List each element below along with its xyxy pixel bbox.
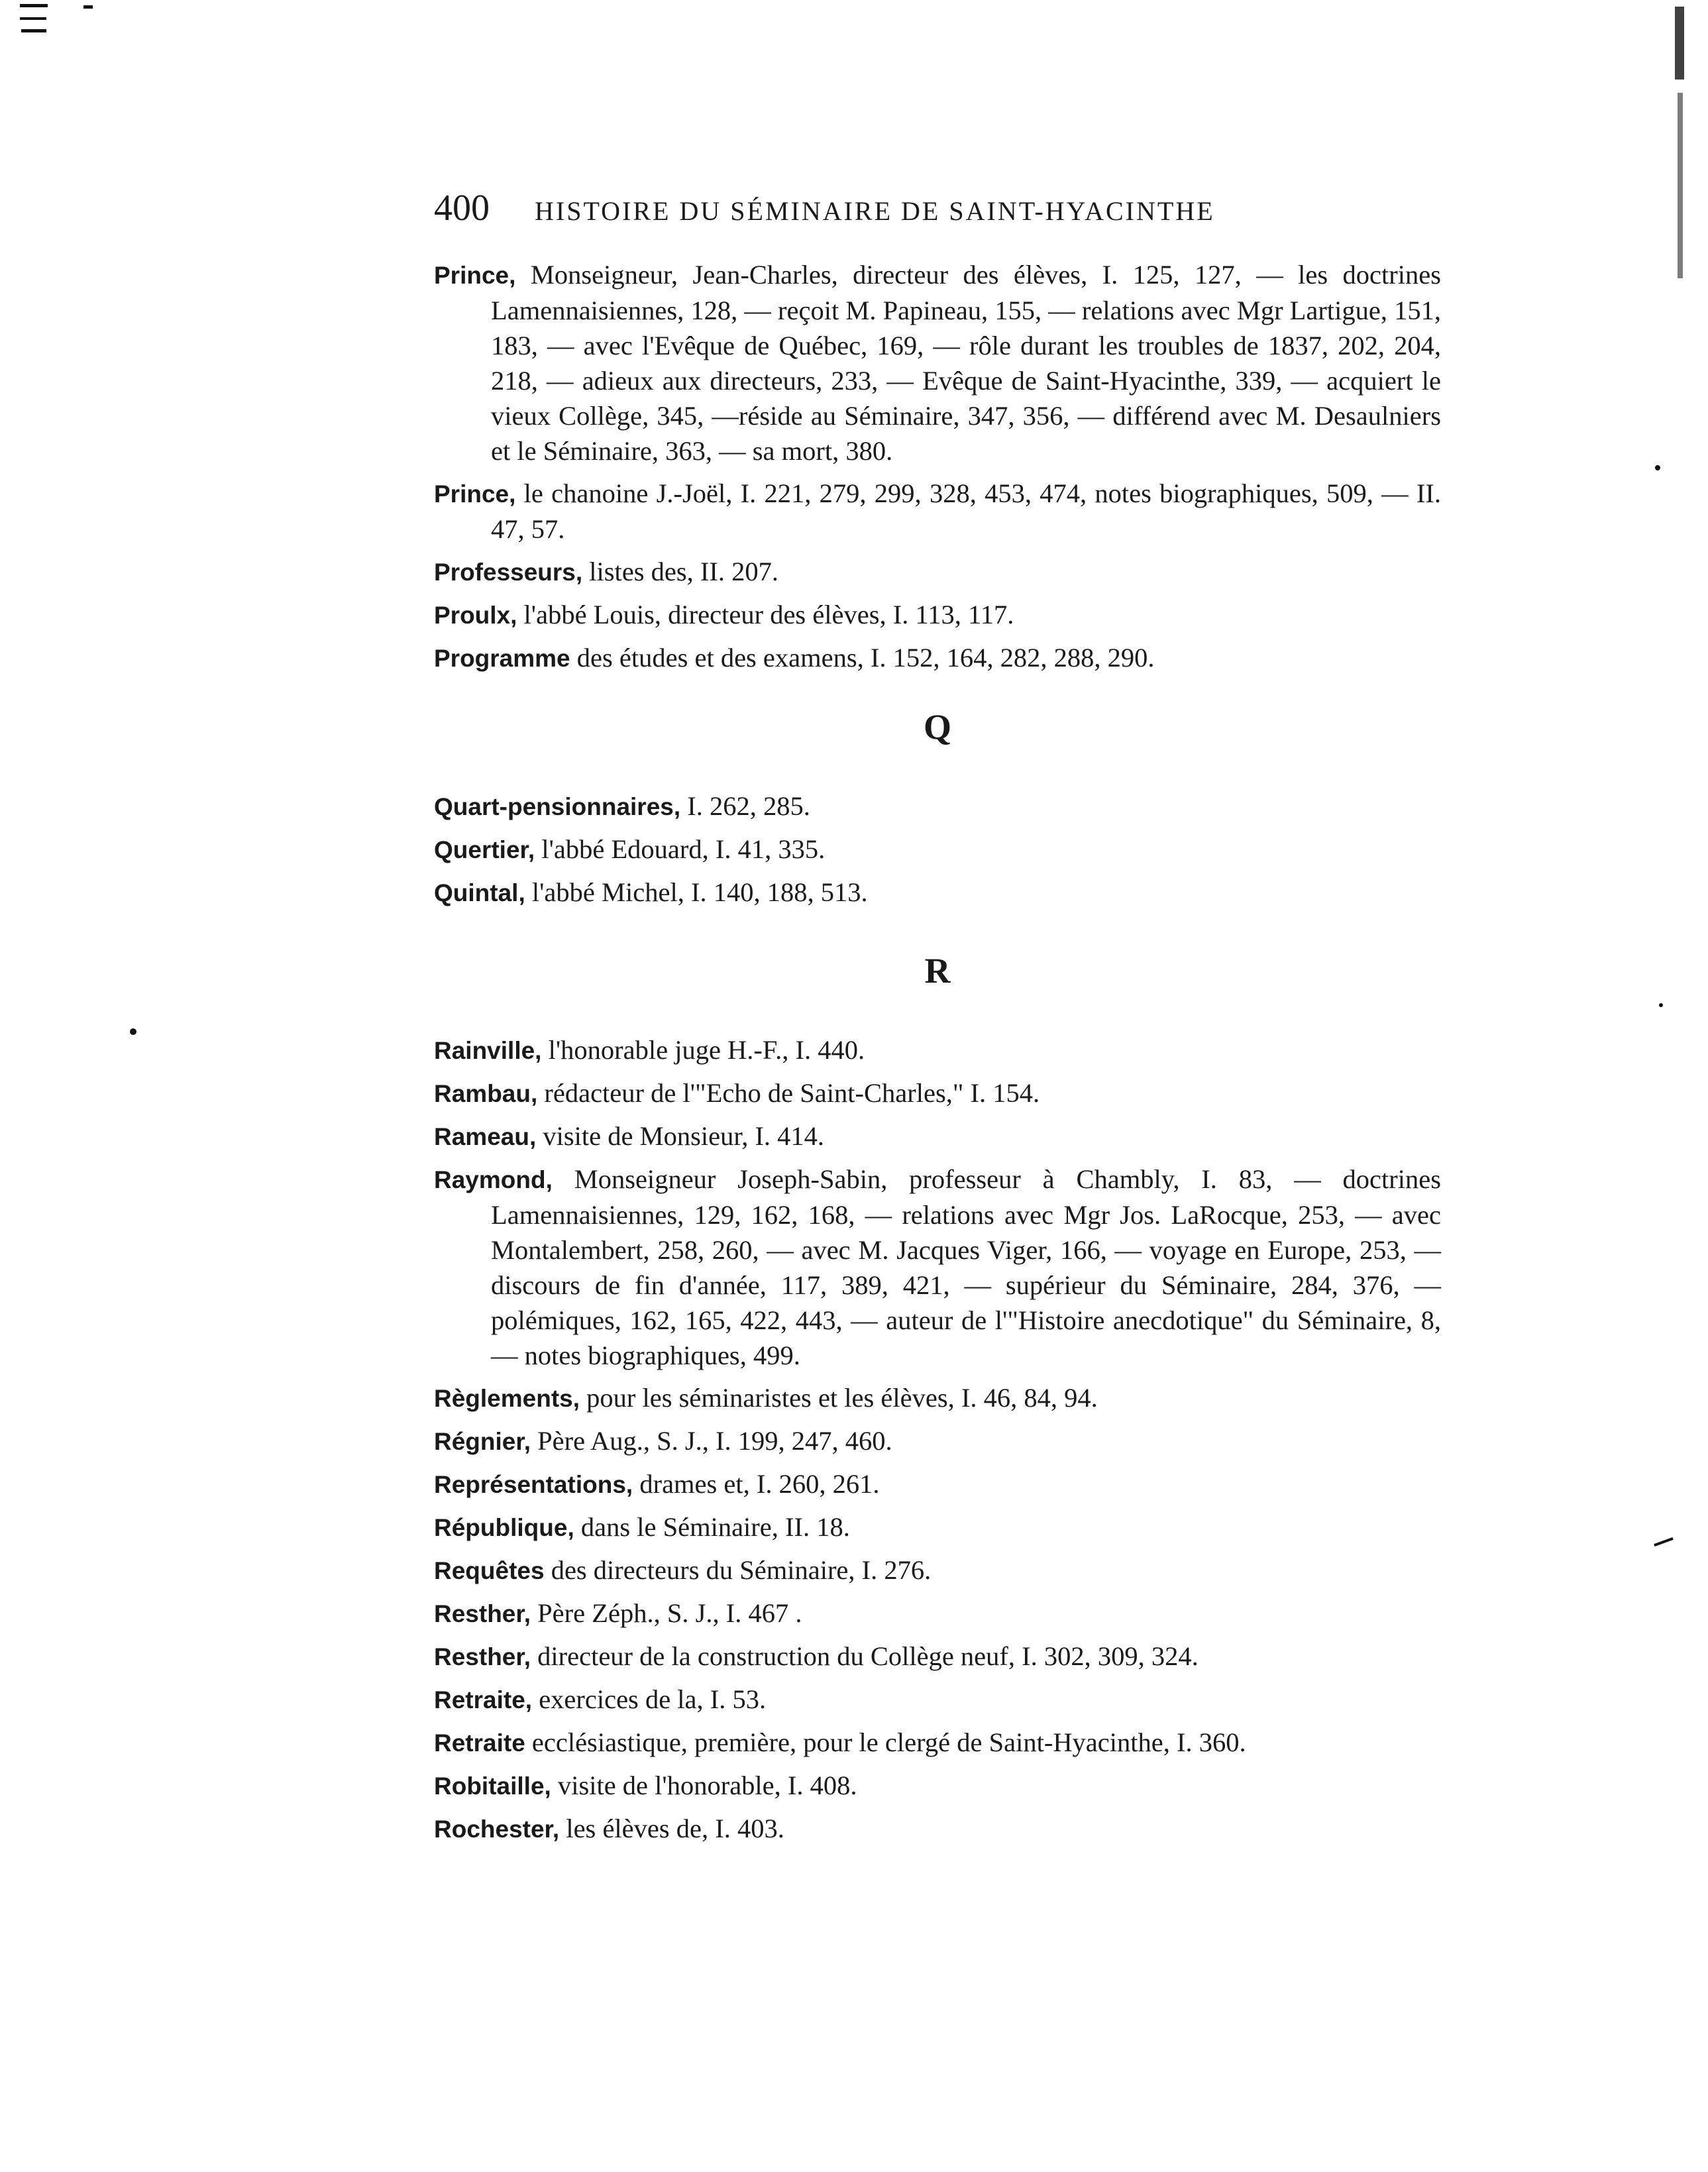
entry-headword: République, (434, 1514, 574, 1541)
running-header (434, 188, 1441, 231)
entry-headword: Quart-pensionnaires, (434, 793, 681, 820)
index-entry (434, 1552, 1441, 1588)
entry-text: le chanoine J.-Joël, I. 221, 279, 299, 328, 453, 474, notes biographiques, 509, — II. 47, 57. (491, 478, 1441, 544)
entry-text: Monseigneur Joseph-Sabin, professeur à Chambly, I. 83, — doctrines Lamennaisiennes, 129, 162, 168, — relations avec Mgr Jos. LaRocque, 253, — avec Montalembert, 258, 260, — avec M. Jacques Viger, 166, — voyage en Europe, 253, — discours de fin d'année, 117, 389, 421, — supérieur du Séminaire, 284, 376, — polémiques, 162, 165, 422, 443, — auteur de l'"Histoire anecdotique" du Séminaire, 8, — notes biographiques, 499. (491, 1164, 1441, 1370)
entry-headword: Resther, (434, 1643, 531, 1670)
scan-artifact-left (20, 4, 48, 7)
entry-headword: Retraite (434, 1729, 525, 1757)
scan-artifact-speck (1659, 1003, 1663, 1007)
entry-text: Monseigneur, Jean-Charles, directeur des élèves, I. 125, 127, — les doctrines Lamennaisiennes, 128, — reçoit M. Papineau, 155, — relations avec Mgr Lartigue, 151, 183, — avec l'Evêque de Québec, 169, — rôle durant les troubles de 1837, 202, 204, 218, — adieux aux directeurs, 233, — Evêque de Saint-Hyacinthe, 339, — acquiert le vieux Collège, 345, —réside au Séminaire, 347, 356, — différend avec M. Desaulniers et le Séminaire, 363, — sa mort, 380. (491, 260, 1441, 466)
entry-text: l'abbé Edouard, I. 41, 335. (535, 834, 826, 864)
entry-headword: Prince, (434, 480, 516, 508)
index-entry (434, 788, 1441, 824)
index-section (434, 950, 1441, 1847)
index-entry (434, 640, 1441, 676)
section-letter: Q (923, 707, 951, 747)
entry-headword: Régnier, (434, 1428, 531, 1455)
entry-text: exercices de la, I. 53. (532, 1684, 767, 1714)
index-entry (434, 554, 1441, 590)
entry-text: des études et des examens, I. 152, 164, 282, 288, 290. (570, 643, 1155, 673)
index-section (434, 257, 1441, 676)
entry-text: dans le Séminaire, II. 18. (574, 1512, 850, 1542)
entry-text: visite de l'honorable, I. 408. (551, 1770, 857, 1800)
section-letter: R (924, 951, 951, 991)
scan-artifact-left (21, 29, 46, 32)
entry-headword: Proulx, (434, 602, 517, 629)
index-entry (434, 1075, 1441, 1111)
index-entry (434, 1768, 1441, 1804)
entry-text: l'abbé Louis, directeur des élèves, I. 113, 117. (517, 600, 1014, 629)
scan-artifact-speck (1654, 1537, 1674, 1547)
entry-headword: Rameau, (434, 1123, 537, 1150)
page-number: 400 (434, 188, 490, 229)
entry-text: des directeurs du Séminaire, I. 276. (544, 1555, 932, 1585)
entry-headword: Quertier, (434, 836, 535, 863)
entry-text: Père Zéph., S. J., I. 467 . (531, 1598, 802, 1628)
scan-artifact-right-edge (1675, 7, 1684, 80)
entry-text: I. 262, 285. (680, 791, 810, 821)
index-entry (434, 597, 1441, 633)
index-entry (434, 1811, 1441, 1847)
entry-headword: Rainville, (434, 1037, 542, 1064)
running-head-title: HISTOIRE DU SÉMINAIRE DE SAINT-HYACINTHE (535, 196, 1215, 226)
entry-headword: Rambau, (434, 1080, 538, 1107)
entry-text: Père Aug., S. J., I. 199, 247, 460. (531, 1426, 892, 1456)
entry-text: rédacteur de l'"Echo de Saint-Charles," I. 154. (537, 1078, 1040, 1108)
index-entry (434, 1423, 1441, 1459)
index-entry (434, 1466, 1441, 1502)
entry-text: pour les séminaristes et les élèves, I. 46, 84, 94. (580, 1383, 1098, 1413)
entry-headword: Prince, (434, 262, 516, 289)
entry-headword: Professeurs, (434, 559, 583, 586)
index-entry (434, 1162, 1441, 1373)
entry-text: l'abbé Michel, I. 140, 188, 513. (525, 877, 868, 907)
scan-artifact-left (20, 17, 46, 20)
index-entry (434, 1380, 1441, 1416)
entry-text: visite de Monsieur, I. 414. (536, 1121, 825, 1151)
index-entry (434, 1639, 1441, 1674)
entry-text: ecclésiastique, première, pour le clergé de Saint-Hyacinthe, I. 360. (525, 1727, 1246, 1757)
entry-text: listes des, II. 207. (582, 557, 779, 586)
entry-headword: Représentations, (434, 1471, 633, 1498)
entry-headword: Retraite, (434, 1686, 533, 1713)
entry-headword: Quintal, (434, 879, 525, 906)
scan-artifact-speck (130, 1028, 136, 1035)
index-entry (434, 832, 1441, 867)
index-entry (434, 476, 1441, 547)
entry-headword: Robitaille, (434, 1772, 551, 1800)
index-entry (434, 1118, 1441, 1154)
entry-headword: Règlements, (434, 1385, 580, 1412)
entry-headword: Requêtes (434, 1557, 545, 1584)
scan-artifact-left (83, 5, 93, 9)
index-entry (434, 1032, 1441, 1068)
index-section (434, 706, 1441, 910)
index-entry (434, 1725, 1441, 1761)
index-body (434, 257, 1441, 1854)
index-entry (434, 257, 1441, 468)
entry-text: directeur de la construction du Collège neuf, I. 302, 309, 324. (531, 1641, 1199, 1671)
entry-text: les élèves de, I. 403. (559, 1814, 784, 1843)
scan-artifact-right-edge (1678, 93, 1683, 278)
entry-headword: Resther, (434, 1600, 531, 1627)
index-entry (434, 875, 1441, 910)
scan-artifact-speck (1655, 465, 1660, 470)
index-entry (434, 1509, 1441, 1545)
entry-headword: Raymond, (434, 1166, 553, 1193)
entry-headword: Programme (434, 645, 570, 672)
entry-text: drames et, I. 260, 261. (633, 1469, 880, 1499)
index-entry (434, 1596, 1441, 1631)
entry-text: l'honorable juge H.-F., I. 440. (541, 1035, 865, 1065)
index-entry (434, 1682, 1441, 1717)
entry-headword: Rochester, (434, 1816, 560, 1843)
